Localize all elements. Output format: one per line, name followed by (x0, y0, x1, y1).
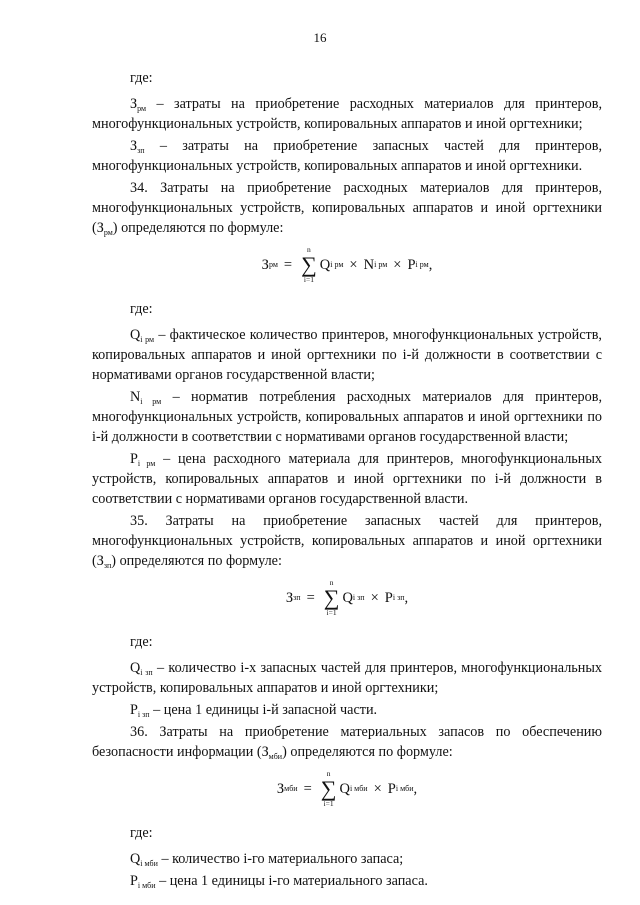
where-label: где: (130, 301, 153, 317)
definition-z-zp (92, 136, 602, 176)
symbol-subscript: i рм (140, 397, 162, 406)
definition-text: – фактическое количество принтеров, многофункциональных устройств, копировальных аппаратов и иной оргтехники по i-й должности в соответствии с нормативами органов государственной власти; (92, 327, 602, 383)
formula-34: З рм = n ∑ i=1 Q i рм × N i рм × P i рм , (261, 245, 433, 284)
symbol: З (261, 744, 269, 760)
multiply-sign: × (373, 780, 382, 797)
symbol-subscript: мби (268, 752, 283, 761)
paragraph-text: 35. Затраты на приобретение запасных частей для принтеров, многофункциональных устройств, копировальных аппаратов и иной оргтехники ( (92, 513, 602, 569)
summation (321, 770, 337, 807)
where-label: где: (130, 634, 153, 650)
definition-text: – количество i-х запасных частей для принтеров, многофункциональных устройств, копировальных аппаратов и иной оргтехники; (92, 660, 602, 696)
symbol: P (130, 702, 138, 718)
formula-var: Q (342, 589, 353, 606)
sigma-icon: ∑ (320, 775, 337, 801)
multiply-sign: × (393, 256, 402, 273)
sum-upper-limit: n (307, 245, 311, 254)
symbol-subscript: зп (137, 146, 145, 155)
equals-sign: = (283, 256, 293, 273)
definition-q-zp (92, 658, 602, 698)
symbol-subscript: зп (103, 561, 112, 570)
summation (324, 579, 340, 616)
formula-var: Q (339, 780, 350, 797)
symbol-subscript: i зп (137, 710, 150, 719)
formula-var: P (407, 256, 416, 273)
symbol-subscript: рм (103, 228, 113, 237)
paragraph-text: ) определяются по формуле: (111, 553, 282, 569)
definition-z-rm (92, 94, 602, 134)
definition-text: – затраты на приобретение расходных материалов для принтеров, многофункциональных устройств, копировальных аппаратов и иной оргтехники; (92, 96, 602, 132)
formula-lhs: З (285, 589, 294, 606)
paragraph-text: 34. Затраты на приобретение расходных материалов для принтеров, многофункциональных устройств, копировальных аппаратов и иной оргтехники ( (92, 180, 602, 236)
symbol: P (130, 451, 138, 467)
formula-35: З зп = n ∑ i=1 Q i зп × P i зп , (285, 578, 409, 617)
definition-n-rm (92, 387, 602, 447)
formula-lhs: З (261, 256, 269, 273)
formula-var: P (387, 780, 396, 797)
symbol: Q (130, 851, 141, 867)
definition-p-rm (92, 449, 602, 509)
formula-var: P (384, 589, 393, 606)
sum-lower-limit: i=1 (323, 798, 334, 808)
sigma-icon: ∑ (301, 251, 317, 277)
symbol: N (130, 389, 141, 405)
formula-var: Q (319, 256, 331, 273)
paragraph-36 (92, 722, 602, 762)
sum-lower-limit: i=1 (303, 274, 314, 284)
formula-end: , (413, 780, 418, 797)
symbol: З (130, 138, 138, 154)
where-label: где: (130, 825, 153, 841)
definition-text: – количество i-го материального запаса; (157, 851, 404, 867)
document-body (92, 68, 602, 893)
page-number: 16 (313, 30, 327, 45)
symbol-subscript: рм (137, 104, 147, 113)
equals-sign: = (306, 589, 315, 606)
symbol-subscript: i зп (140, 668, 153, 677)
symbol: З (96, 553, 104, 569)
symbol-subscript: i мби (137, 881, 156, 890)
multiply-sign: × (370, 589, 379, 606)
definition-text: – цена 1 единицы i-й запасной части. (149, 702, 378, 718)
formula-var: N (363, 256, 375, 273)
formula-end: , (404, 589, 409, 606)
paragraph-35 (92, 511, 602, 571)
definition-text: – затраты на приобретение запасных частей для принтеров, многофункциональных устройств, копировальных аппаратов и иной оргтехники. (92, 138, 602, 174)
summation (301, 246, 317, 283)
sum-lower-limit: i=1 (326, 607, 337, 617)
definition-text: – норматив потребления расходных материалов для принтеров, многофункциональных устройств, копировальных аппаратов и иной оргтехники по i-й должности в соответствии с нормативами органов государственной власти; (92, 389, 602, 445)
paragraph-text: ) определяются по формуле: (112, 220, 284, 236)
sum-upper-limit: n (326, 769, 331, 778)
symbol-subscript: i рм (137, 459, 156, 468)
sigma-icon: ∑ (323, 584, 340, 610)
definition-p-zp (92, 700, 602, 720)
definition-text: – цена 1 единицы i-го материального запаса. (155, 873, 428, 889)
equals-sign: = (303, 780, 312, 797)
symbol: Q (130, 327, 141, 343)
symbol-subscript: i мби (140, 859, 158, 868)
paragraph-text: 36. Затраты на приобретение материальных запасов по обеспечению безопасности информации ( (92, 724, 602, 760)
symbol: З (130, 96, 138, 112)
definition-q-rm (92, 325, 602, 385)
where-label: где: (130, 70, 153, 86)
formula-lhs: З (276, 780, 285, 797)
formula-end: , (428, 256, 433, 273)
definition-text: – цена расходного материала для принтеров, многофункциональных устройств, копировальных аппаратов и иной оргтехники по i-й должности в соответствии с нормативами органов государственной власти. (92, 451, 602, 507)
symbol: З (96, 220, 104, 236)
paragraph-text: ) определяются по формуле: (282, 744, 453, 760)
paragraph-34 (92, 178, 602, 238)
definition-p-mbi (92, 871, 602, 891)
formula-36: З мби = n ∑ i=1 Q i мби × P i мби , (276, 769, 418, 808)
multiply-sign: × (349, 256, 358, 273)
sum-upper-limit: n (329, 578, 334, 587)
symbol: Q (130, 660, 141, 676)
definition-q-mbi (92, 849, 602, 869)
symbol: P (130, 873, 138, 889)
symbol-subscript: i рм (140, 335, 155, 344)
